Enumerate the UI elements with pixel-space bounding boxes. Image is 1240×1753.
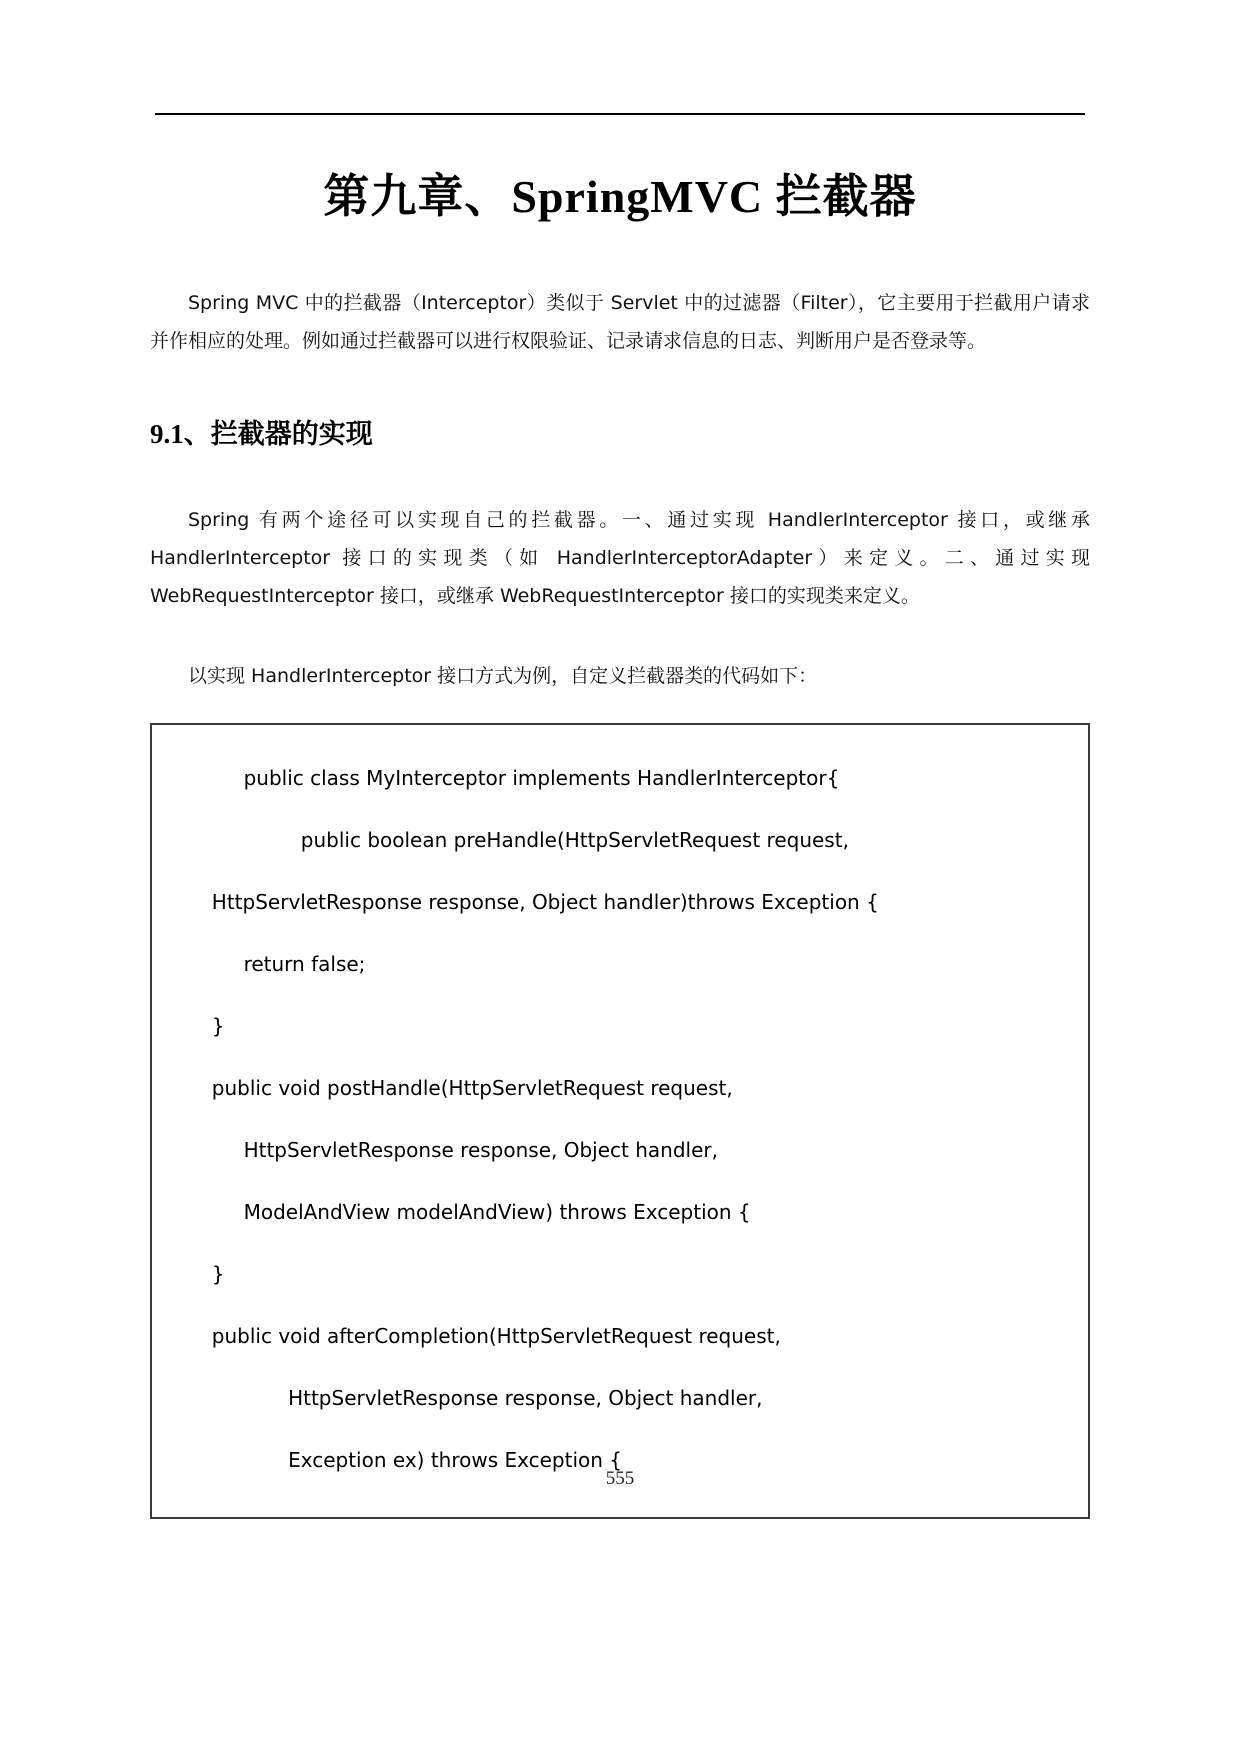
- section-heading: 9.1、拦截器的实现: [150, 419, 373, 449]
- code-line: public void postHandle(HttpServletRequest request,: [180, 1076, 733, 1100]
- code-line: public class MyInterceptor implements HandlerInterceptor{: [180, 766, 840, 790]
- page-content: [150, 150, 1090, 1519]
- page-title: 第九章、SpringMVC 拦截器: [323, 171, 917, 222]
- code-line: public void afterCompletion(HttpServletRequest request,: [180, 1324, 781, 1348]
- code-line: }: [180, 1262, 225, 1286]
- code-line: Exception ex) throws Exception {: [180, 1448, 622, 1472]
- code-line: HttpServletResponse response, Object handler,: [180, 1386, 763, 1410]
- code-line: return false;: [180, 952, 366, 976]
- code-line: ModelAndView modelAndView) throws Exception {: [180, 1200, 751, 1224]
- header-rule: [155, 113, 1085, 115]
- section-paragraph: Spring 有两个途径可以实现自己的拦截器。一、通过实现 HandlerInterceptor 接口，或继承 HandlerInterceptor 接口的实现类（如 HandlerInterceptorAdapter）来定义。二、通过实现 WebRequestInterceptor 接口，或继承 WebRequestInterceptor 接口的实现类来定义。: [150, 509, 1090, 607]
- code-line: HttpServletResponse response, Object handler,: [180, 1138, 718, 1162]
- intro-paragraph: Spring MVC 中的拦截器（Interceptor）类似于 Servlet 中的过滤器（Filter），它主要用于拦截用户请求并作相应的处理。例如通过拦截器可以进行权限验证、记录请求信息的日志、判断用户是否登录等。: [150, 292, 1090, 352]
- code-lead-in-paragraph: 以实现 HandlerInterceptor 接口方式为例，自定义拦截器类的代码如下：: [188, 665, 818, 687]
- code-line: public boolean preHandle(HttpServletRequest request,: [180, 828, 849, 852]
- code-line: HttpServletResponse response, Object handler)throws Exception {: [180, 890, 879, 914]
- code-line: }: [180, 1014, 225, 1038]
- code-block: [150, 723, 1090, 1519]
- page-number: 555: [605, 1468, 635, 1489]
